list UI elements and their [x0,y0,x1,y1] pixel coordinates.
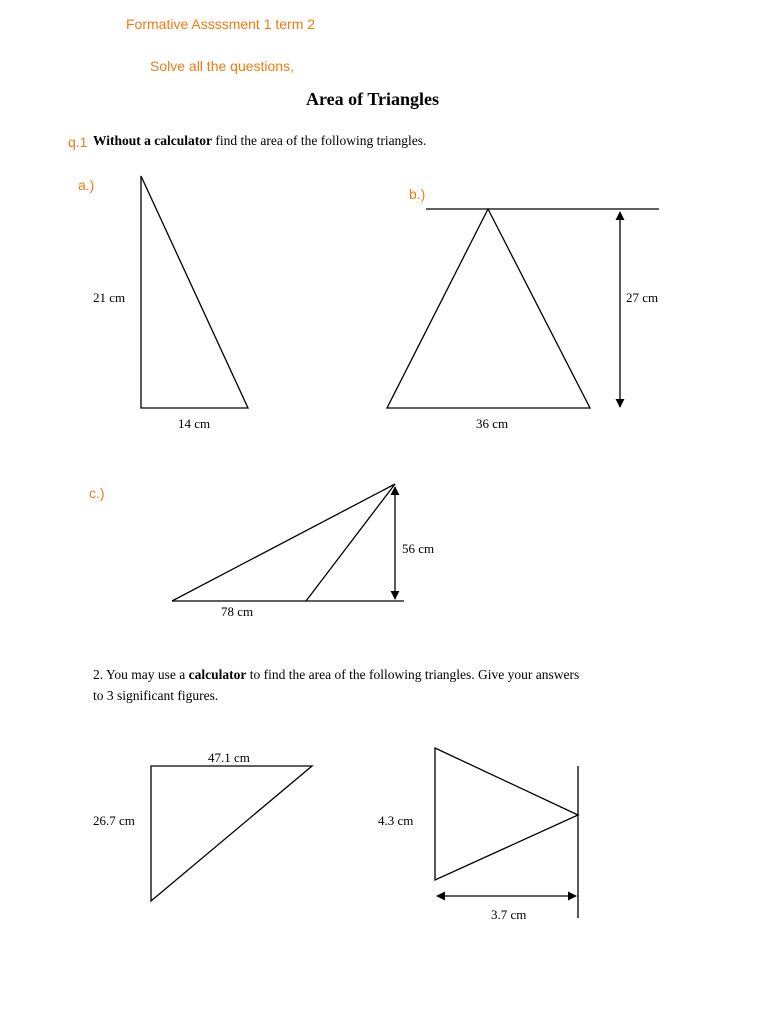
q2-triangle-1 [151,766,312,901]
q2-triangle-2-side-label: 4.3 cm [378,813,414,828]
question-1-rest: find the area of the following triangles. [212,133,427,148]
part-a-label: a.) [78,177,95,193]
part-a-height-label: 21 cm [93,290,126,305]
question-2-intro: 2. You may use a [93,667,189,682]
triangle-b [387,209,590,408]
question-2-line-2: to 3 significant figures. [93,688,219,703]
part-b-height-label: 27 cm [626,290,659,305]
part-b-base-label: 36 cm [476,416,509,431]
instruction-text: Solve all the questions, [150,58,294,74]
q2-triangle-1-side-label: 26.7 cm [93,813,135,828]
question-1-number: q.1 [68,134,88,150]
part-c-base-label: 78 cm [221,604,254,619]
q2-triangle-2 [435,748,578,880]
question-2-rest: to find the area of the following triangles. Give your answers [246,667,580,682]
part-c-height-label: 56 cm [402,541,435,556]
assessment-heading: Formative Assssment 1 term 2 [126,16,316,32]
part-c-label: c.) [89,485,105,501]
triangle-a [141,176,248,408]
q2-triangle-1-top-label: 47.1 cm [208,750,250,765]
q2-triangle-2-bottom-label: 3.7 cm [491,907,527,922]
question-2-bold: calculator [188,667,247,682]
part-a-base-label: 14 cm [178,416,211,431]
page-title: Area of Triangles [306,89,439,109]
triangle-c [172,484,395,601]
question-1-bold: Without a calculator [93,133,212,148]
part-b-label: b.) [409,186,426,202]
